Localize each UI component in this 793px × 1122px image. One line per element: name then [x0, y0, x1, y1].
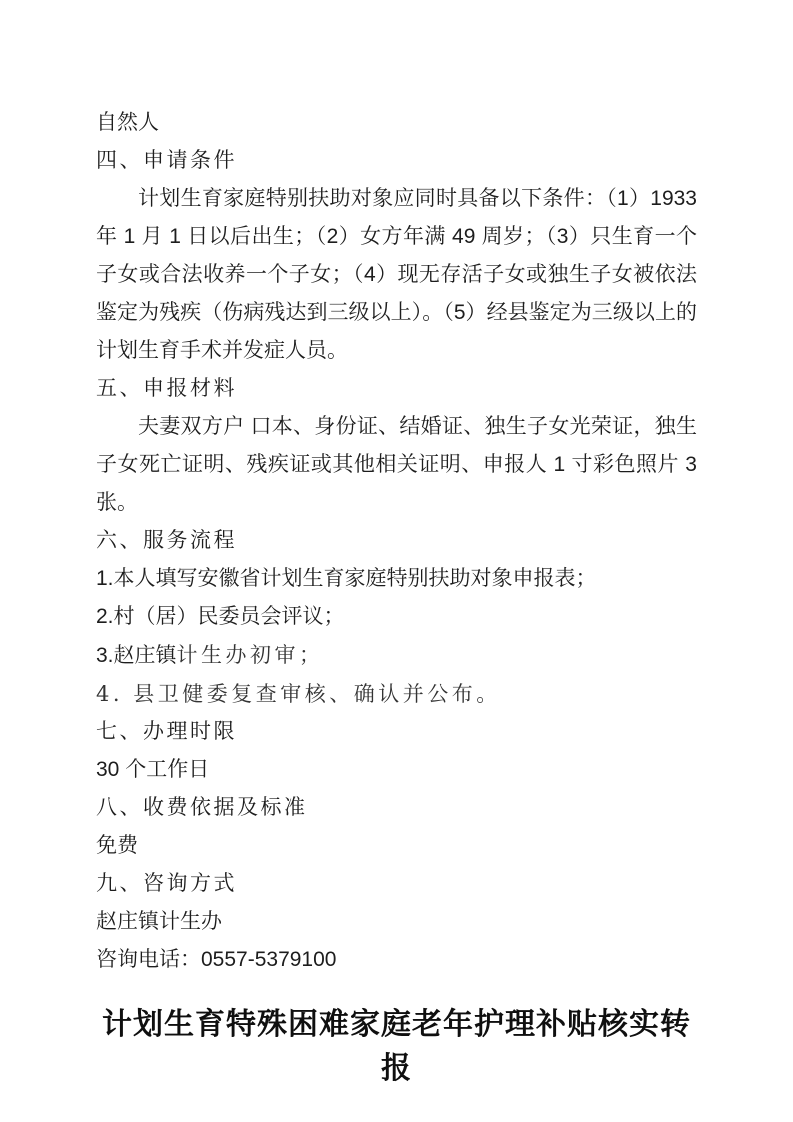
service-flow-step-3-suffix: 计生办初审；: [176, 643, 324, 667]
service-flow-step-1: 1.本人填写安徽省计划生育家庭特别扶助对象申报表；: [96, 567, 597, 590]
service-flow-step-3-prefix: 3.赵庄镇: [96, 644, 177, 667]
consultation-phone: 咨询电话：0557-5379100: [96, 948, 337, 971]
consultation-office: 赵庄镇计生办: [96, 910, 222, 933]
processing-time-value: 30 个工作日: [96, 758, 210, 781]
service-flow-step-3: [96, 636, 697, 675]
service-flow-step-4: 4. 县卫健委复查审核、确认并公布。: [96, 682, 501, 706]
service-flow-step-2: 2.村（居）民委员会评议；: [96, 605, 345, 628]
section-heading-consultation-method: 九、咨询方式: [96, 872, 237, 895]
section-heading-application-conditions: 四、申请条件: [96, 149, 237, 172]
section-heading-processing-time-limit: 七、办理时限: [96, 720, 237, 743]
application-conditions-paragraph: 计划生育家庭特别扶助对象应同时具备以下条件：（1）1933 年 1 月 1 日以后出生；（2）女方年满 49 周岁；（3）只生育一个子女或合法收养一个子女；（4）现无存活子女或独生子女被依法鉴定为残疾（伤病残达到三级以上）。（5）经县鉴定为三级以上的计划生育手术并发症人员。: [96, 187, 697, 362]
fee-value: 免费: [96, 834, 138, 857]
next-document-title: 计划生育特殊困难家庭老年护理补贴核实转报: [102, 1008, 691, 1085]
intro-line: 自然人: [96, 111, 159, 134]
section-heading-fee-basis-standard: 八、收费依据及标准: [96, 796, 308, 819]
section-heading-application-materials: 五、申报材料: [96, 377, 237, 400]
application-materials-paragraph: 夫妻双方户 口本、身份证、结婚证、独生子女光荣证，独生子女死亡证明、残疾证或其他相关证明、申报人 1 寸彩色照片 3 张。: [96, 415, 697, 514]
section-heading-service-flow: 六、服务流程: [96, 529, 237, 552]
